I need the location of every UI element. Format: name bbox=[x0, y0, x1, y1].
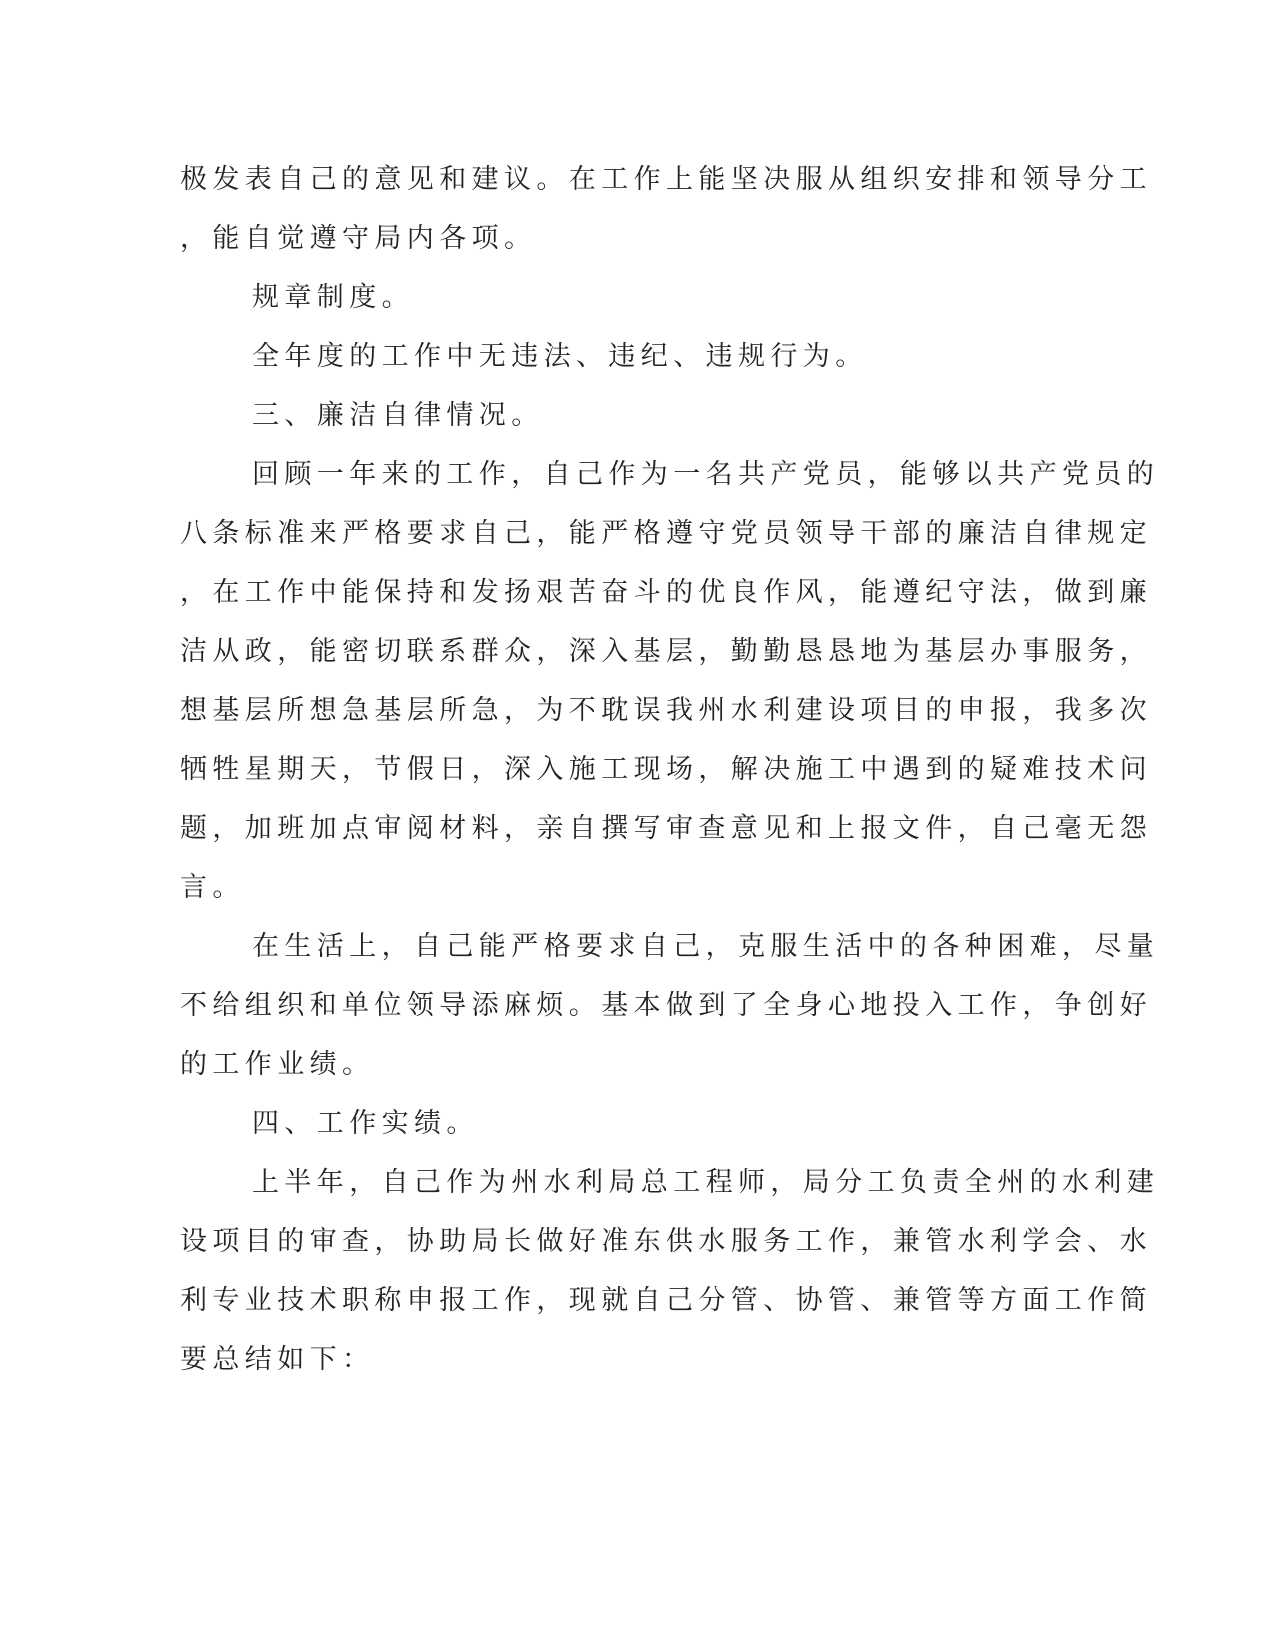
text-line: 的工作业绩。 bbox=[180, 1049, 375, 1080]
text-line: 极发表自己的意见和建议。在工作上能坚决服从组织安排和领导分工 bbox=[180, 164, 1152, 195]
text-line: 三、廉洁自律情况。 bbox=[252, 400, 544, 431]
text-line: 回顾一年来的工作，自己作为一名共产党员，能够以共产党员的 bbox=[252, 459, 1160, 490]
text-line: 在生活上，自己能严格要求自己，克服生活中的各种困难，尽量 bbox=[252, 931, 1160, 962]
text-line: 要总结如下： bbox=[180, 1344, 375, 1375]
text-line: 洁从政，能密切联系群众，深入基层，勤勤恳恳地为基层办事服务， bbox=[180, 636, 1152, 667]
text-line: 全年度的工作中无违法、违纪、违规行为。 bbox=[252, 341, 868, 372]
text-line: 四、工作实绩。 bbox=[252, 1108, 479, 1139]
text-line: 言。 bbox=[180, 872, 245, 903]
text-line: 设项目的审查，协助局长做好准东供水服务工作，兼管水利学会、水 bbox=[180, 1226, 1152, 1257]
text-line: 题，加班加点审阅材料，亲自撰写审查意见和上报文件，自己毫无怨 bbox=[180, 813, 1152, 844]
text-line: 利专业技术职称申报工作，现就自己分管、协管、兼管等方面工作简 bbox=[180, 1285, 1152, 1316]
text-line: ，在工作中能保持和发扬艰苦奋斗的优良作风，能遵纪守法，做到廉 bbox=[180, 577, 1152, 608]
text-line: 规章制度。 bbox=[252, 282, 414, 313]
text-line: ，能自觉遵守局内各项。 bbox=[180, 223, 537, 254]
text-line: 上半年，自己作为州水利局总工程师，局分工负责全州的水利建 bbox=[252, 1167, 1160, 1198]
text-line: 不给组织和单位领导添麻烦。基本做到了全身心地投入工作，争创好 bbox=[180, 990, 1152, 1021]
text-line: 想基层所想急基层所急，为不耽误我州水利建设项目的申报，我多次 bbox=[180, 695, 1152, 726]
text-line: 牺牲星期天，节假日，深入施工现场，解决施工中遇到的疑难技术问 bbox=[180, 754, 1152, 785]
text-line: 八条标准来严格要求自己，能严格遵守党员领导干部的廉洁自律规定 bbox=[180, 518, 1152, 549]
